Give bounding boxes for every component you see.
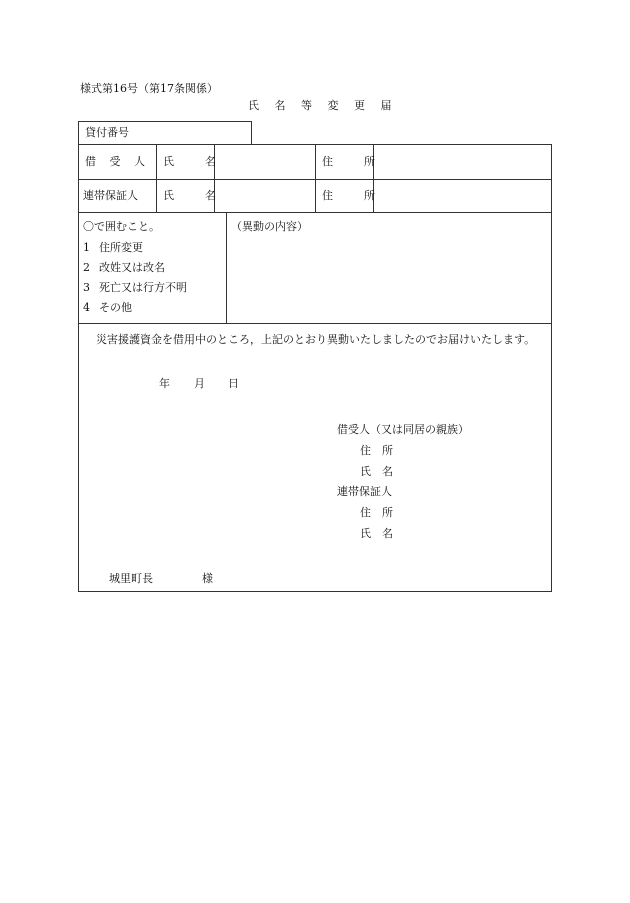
option-number: 2	[83, 261, 90, 274]
change-details-field[interactable]	[229, 237, 549, 321]
borrower-address-field[interactable]	[375, 147, 549, 177]
guarantor-address-field[interactable]	[375, 181, 549, 210]
options-list	[83, 241, 223, 321]
column-divider	[156, 145, 157, 212]
loan-number-box	[78, 121, 252, 145]
row-divider	[79, 212, 551, 213]
guarantor-label: 連帯保証人	[83, 189, 138, 202]
guarantor-address-label: 住 所	[322, 189, 385, 202]
option-number: 3	[83, 281, 90, 294]
option-text: 改姓又は改名	[99, 261, 165, 274]
date-day: 日	[228, 377, 239, 390]
option-text: 住所変更	[99, 241, 143, 254]
options-instruction: 〇で囲むこと。	[83, 220, 160, 233]
change-details-label: （異動の内容）	[231, 220, 308, 233]
signature-borrower-heading: 借受人（又は同居の親族）	[337, 423, 469, 436]
column-divider	[315, 145, 316, 212]
date-year: 年	[159, 377, 170, 390]
option-item[interactable]	[83, 281, 223, 301]
borrower-label: 借 受 人	[85, 155, 150, 168]
guarantor-name-label: 氏 名	[163, 189, 226, 202]
option-text: その他	[99, 301, 132, 314]
row-divider	[79, 323, 551, 324]
option-text: 死亡又は行方不明	[99, 281, 187, 294]
addressee-honorific: 様	[202, 572, 213, 585]
date-month: 月	[194, 377, 205, 390]
signature-name-label: 氏 名	[360, 465, 393, 478]
form-number: 様式第16号（第17条関係）	[80, 82, 218, 95]
signature-address-label-2: 住 所	[360, 506, 393, 519]
statement-text: 災害援護資金を借用中のところ，上記のとおり異動いたしましたのでお届けいたします。	[85, 333, 536, 346]
main-form-table	[78, 144, 552, 592]
borrower-name-field[interactable]	[216, 147, 313, 177]
option-item[interactable]	[83, 261, 223, 281]
borrower-name-label: 氏 名	[163, 155, 226, 168]
guarantor-name-field[interactable]	[216, 181, 313, 210]
addressee-office: 城里町長	[109, 572, 153, 585]
option-number: 4	[83, 301, 90, 314]
column-divider	[226, 212, 227, 323]
signature-name-label-2: 氏 名	[360, 527, 393, 540]
signature-address-label: 住 所	[360, 444, 393, 457]
option-number: 1	[83, 241, 90, 254]
loan-number-label: 貸付番号	[85, 126, 129, 139]
option-item[interactable]	[83, 301, 223, 321]
borrower-address-label: 住 所	[322, 155, 385, 168]
option-item[interactable]	[83, 241, 223, 261]
signature-guarantor-heading: 連帯保証人	[337, 485, 392, 498]
page-title: 氏 名 等 変 更 届	[248, 99, 398, 112]
